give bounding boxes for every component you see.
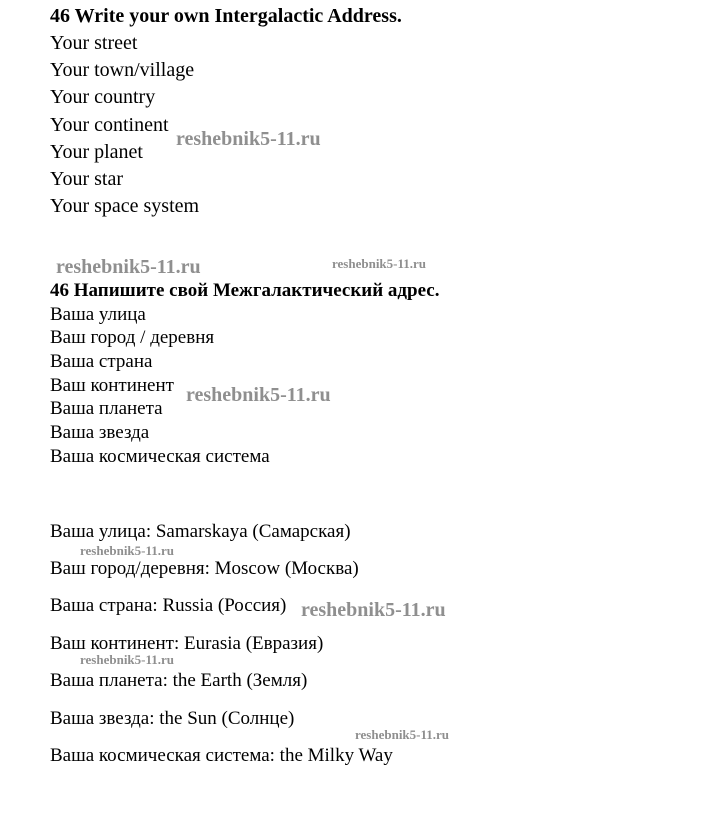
russian-item-town: Ваш город / деревня bbox=[50, 327, 215, 348]
russian-item-planet: Ваша планета bbox=[50, 398, 163, 419]
english-item-space-system: Your space system bbox=[50, 195, 200, 217]
answer-star: Ваша звезда: the Sun (Солнце) bbox=[50, 708, 295, 729]
watermark: reshebnik5-11.ru bbox=[176, 128, 321, 150]
english-item-street: Your street bbox=[50, 32, 138, 54]
english-item-country: Your country bbox=[50, 86, 156, 108]
russian-item-continent: Ваш континент bbox=[50, 375, 174, 396]
answer-country: Ваша страна: Russia (Россия) bbox=[50, 595, 287, 616]
watermark: reshebnik5-11.ru bbox=[355, 727, 450, 742]
english-item-star: Your star bbox=[50, 168, 123, 190]
answer-street: Ваша улица: Samarskaya (Самарская) bbox=[50, 521, 351, 542]
answer-town: Ваш город/деревня: Moscow (Москва) bbox=[50, 558, 359, 579]
english-item-planet: Your planet bbox=[50, 141, 143, 163]
answer-space-system: Ваша космическая система: the Milky Way bbox=[50, 745, 393, 766]
watermark: reshebnik5-11.ru bbox=[186, 384, 331, 406]
russian-item-star: Ваша звезда bbox=[50, 422, 150, 443]
russian-title: 46 Напишите свой Межгалактический адрес. bbox=[50, 280, 440, 301]
answer-planet: Ваша планета: the Earth (Земля) bbox=[50, 670, 308, 691]
watermark: reshebnik5-11.ru bbox=[80, 543, 175, 558]
english-item-continent: Your continent bbox=[50, 114, 169, 136]
watermark: reshebnik5-11.ru bbox=[332, 256, 427, 271]
russian-item-country: Ваша страна bbox=[50, 351, 153, 372]
watermark: reshebnik5-11.ru bbox=[301, 599, 446, 621]
english-item-town: Your town/village bbox=[50, 59, 195, 81]
watermark: reshebnik5-11.ru bbox=[80, 652, 175, 667]
answer-continent: Ваш континент: Eurasia (Евразия) bbox=[50, 633, 324, 654]
watermark: reshebnik5-11.ru bbox=[56, 256, 201, 278]
russian-item-space-system: Ваша космическая система bbox=[50, 446, 270, 467]
russian-item-street: Ваша улица bbox=[50, 304, 146, 325]
english-title: 46 Write your own Intergalactic Address. bbox=[50, 5, 402, 27]
